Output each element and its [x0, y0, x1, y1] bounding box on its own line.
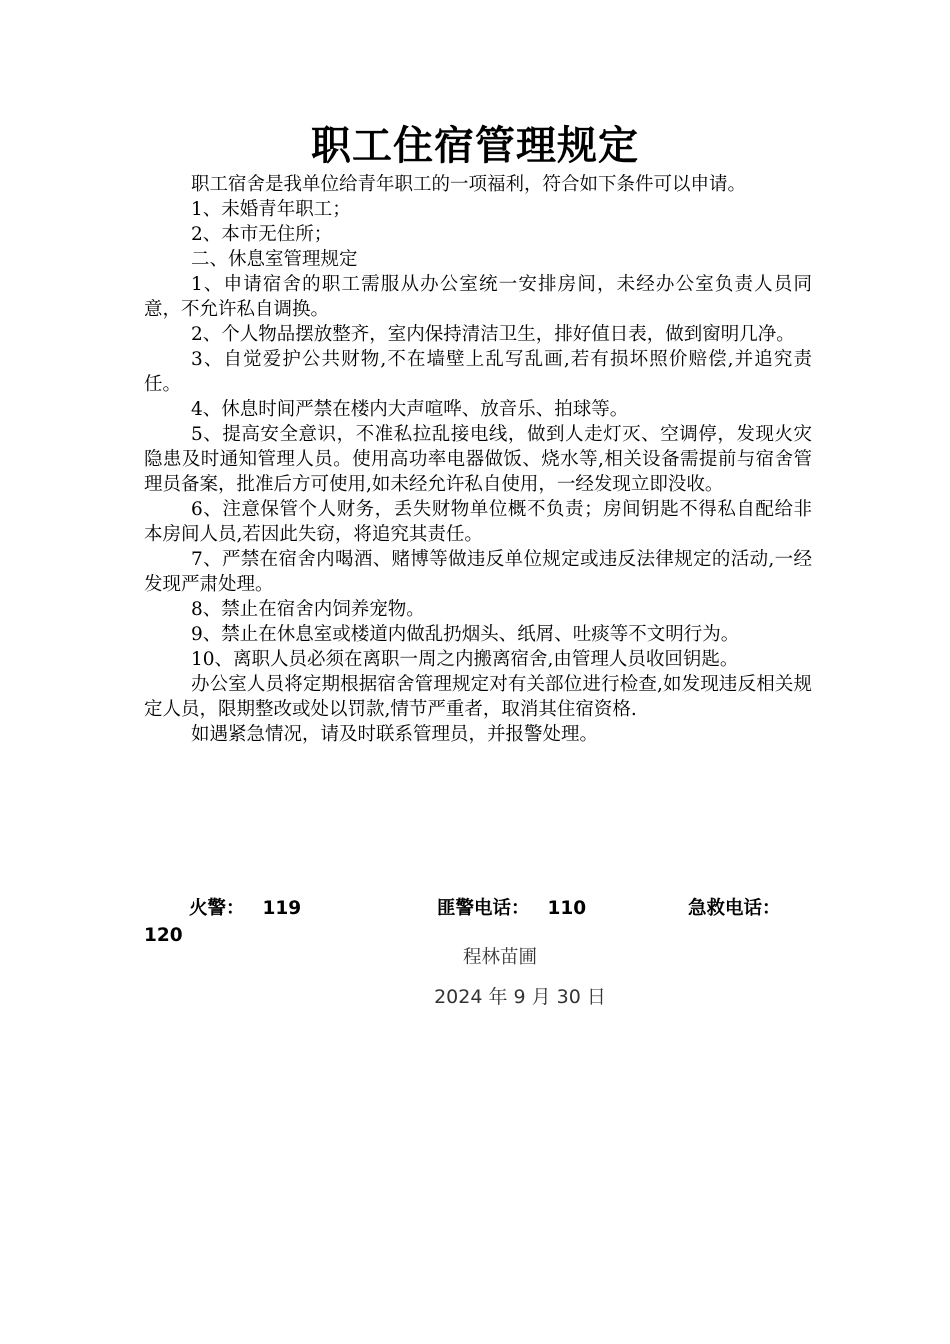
rule-item-1: 1、申请宿舍的职工需服从办公室统一安排房间，未经办公室负责人员同意，不允许私自调换。	[144, 274, 812, 320]
police-phone	[437, 895, 586, 922]
section-heading: 二、休息室管理规定	[191, 249, 358, 270]
fire-phone	[189, 895, 301, 922]
signature: 程林苗圃	[462, 947, 537, 968]
fire-phone-number: 119	[262, 898, 302, 919]
phone-row	[144, 895, 812, 922]
ambulance-phone-number: 120	[144, 925, 183, 946]
document-body	[144, 172, 812, 747]
condition-item-1: 1、未婚青年职工；	[191, 199, 351, 220]
intro-paragraph: 职工宿舍是我单位给青年职工的一项福利，符合如下条件可以申请。	[191, 174, 747, 195]
rule-item-5: 5、提高安全意识，不准私拉乱接电线，做到人走灯灭、空调停，发现火灾隐患及时通知管理人员。使用高功率电器做饭、烧水等,相关设备需提前与宿舍管理员备案，批准后方可使用,如未经允许私自使用，一经发现立即没收。	[144, 424, 812, 495]
rule-item-3: 3、自觉爱护公共财物,不在墙壁上乱写乱画,若有损坏照价赔偿,并追究责任。	[144, 349, 812, 395]
rule-item-2: 2、个人物品摆放整齐，室内保持清洁卫生，排好值日表，做到窗明几净。	[191, 324, 795, 345]
rule-item-8: 8、禁止在宿舍内饲养宠物。	[191, 599, 425, 620]
rule-item-7: 7、严禁在宿舍内喝酒、赌博等做违反单位规定或违反法律规定的活动,一经发现严肃处理。	[144, 549, 812, 595]
document-date: 2024 年 9 月 30 日	[434, 986, 606, 1008]
rule-item-10: 10、离职人员必须在离职一周之内搬离宿舍,由管理人员收回钥匙。	[191, 649, 739, 670]
rule-item-9: 9、禁止在休息室或楼道内做乱扔烟头、纸屑、吐痰等不文明行为。	[191, 624, 740, 645]
inspection-paragraph: 办公室人员将定期根据宿舍管理规定对有关部位进行检查,如发现违反相关规定人员，限期整改或处以罚款,情节严重者，取消其住宿资格.	[144, 674, 812, 720]
fire-phone-label: 火警：	[189, 898, 245, 919]
document-title: 职工住宿管理规定	[311, 123, 639, 169]
police-phone-label: 匪警电话：	[437, 898, 530, 919]
police-phone-number: 110	[547, 898, 587, 919]
condition-item-2: 2、本市无住所；	[191, 224, 333, 245]
rule-item-6: 6、注意保管个人财务，丢失财物单位概不负责；房间钥匙不得私自配给非本房间人员,若因此失窃，将追究其责任。	[144, 499, 812, 545]
emergency-phone-numbers	[144, 895, 812, 949]
emergency-paragraph: 如遇紧急情况，请及时联系管理员，并报警处理。	[191, 724, 599, 745]
rule-item-4: 4、休息时间严禁在楼内大声喧哗、放音乐、拍球等。	[191, 399, 629, 420]
ambulance-phone-label: 急救电话：	[688, 898, 781, 919]
